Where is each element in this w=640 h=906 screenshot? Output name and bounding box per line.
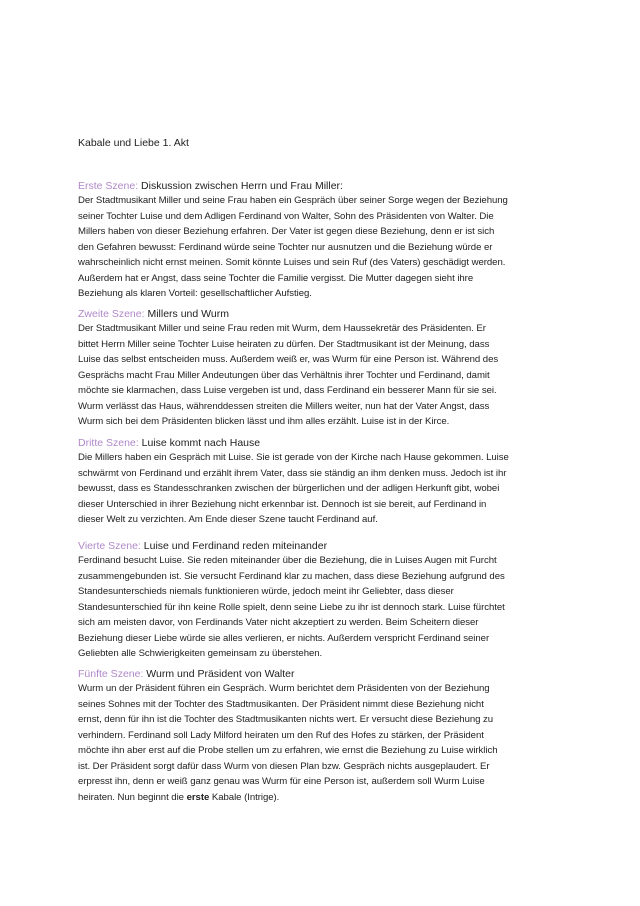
document-title: Kabale und Liebe 1. Akt — [78, 137, 189, 149]
scene-1-label: Erste Szene: — [78, 180, 139, 192]
scene-4-line: Geliebten alle Schwierigkeiten gemeinsam zu überstehen. — [78, 648, 323, 659]
scene-5-line: erpresst ihn, denn er weiß ganz genau was Wurm für eine Person ist, außerdem soll Wurm Luise — [78, 776, 485, 787]
scene-5-line: ernst, denn für ihn ist die Tochter des Stadtmusikanten nichts wert. Er versucht diese Beziehung zu — [78, 714, 494, 725]
scene-3-line: schwärmt von Ferdinand und erzählt ihrem Vater, dass sie ständig an ihm denken muss. Jedoch ist ihr — [78, 467, 507, 479]
scene-2-line: Luise das selbst entscheiden muss. Außerdem weiß er, was Wurm für eine Person ist. Während des — [78, 354, 499, 365]
scene-4-line: zusammengebunden ist. Sie versucht Ferdinand klar zu machen, dass diese Beziehung aufgrund des — [78, 570, 505, 582]
scene-4-title: Luise und Ferdinand reden miteinander — [140, 540, 328, 552]
scene-5-bold-word: erste — [186, 791, 210, 803]
scene-2-line: Gesprächs macht Frau Miller Andeutungen über das Verhältnis ihrer Tochter und Ferdinand, damit — [78, 369, 490, 381]
scene-5-label: Fünfte Szene: — [78, 668, 144, 680]
scene-4-line: Standesunterschieds niemals funktionieren würde, jedoch meint ihr Geliebter, dass dieser — [78, 586, 454, 597]
scene-5-line: Wurm un der Präsident führen ein Gespräch. Wurm berichtet dem Präsidenten von der Beziehung — [78, 683, 490, 694]
scene-1-section — [78, 179, 568, 302]
scene-4-label: Vierte Szene: — [78, 540, 141, 552]
scene-4-line: sich am meisten davor, von Ferdinands Vater nicht akzeptiert zu werden. Beim Scheitern dieser — [78, 617, 479, 628]
scene-2-line: möchte sie klarmachen, dass Luise vergeben ist und, dass Ferdinand ein besserer Mann für sie sei. — [78, 385, 497, 396]
scene-4-line: Standesunterschied für ihn keine Rolle spielt, denn seine Liebe zu ihr ist dennoch stark. Luise fürchtet — [78, 601, 505, 613]
scene-3-title: Luise kommt nach Hause — [138, 437, 261, 449]
scene-3-line: dieser Welt zu verzichten. Am Ende dieser Szene taucht Ferdinand auf. — [78, 514, 378, 525]
scene-3-line: dieser Unterschied in ihrer Beziehung nicht erkennbar ist. Dennoch ist sie bereit, auf Ferdinand in — [78, 498, 487, 510]
scene-5-last-line-suffix: Kabale (Intrige). — [209, 791, 280, 803]
scene-5-section — [78, 667, 568, 805]
scene-4-line: Ferdinand besucht Luise. Sie reden miteinander über die Beziehung, die in Luises Augen mit Furcht — [78, 555, 497, 566]
scene-5-line: ist. Der Präsident sorgt dafür dass Wurm von diesen Plan bzw. Gespräch nichts ausgeplaudert. Er — [78, 760, 490, 772]
scene-1-line: Millers haben von dieser Beziehung erfahren. Der Vater ist gegen diese Beziehung, denn er ist sich — [78, 226, 495, 237]
scene-1-line: den Gefahren bewusst: Ferdinand würde seine Tochter nur ausnutzen und die Beziehung würde er — [78, 241, 493, 253]
scene-4-section — [78, 539, 568, 662]
scene-3-line: Die Millers haben ein Gespräch mit Luise. Sie ist gerade von der Kirche nach Hause gekommen. Luise — [78, 452, 509, 463]
scene-3-section — [78, 436, 568, 528]
scene-2-line: Der Stadtmusikant Miller und seine Frau reden mit Wurm, dem Haussekretär des Präsidenten. Er — [78, 323, 486, 334]
scene-1-line: Beziehung als klaren Vorteil: gesellschaftlicher Aufstieg. — [78, 288, 312, 299]
scene-5-last-line — [78, 790, 568, 806]
scene-5-line: möchte ihn aber erst auf die Probe stellen um zu erfahren, wie ernst die Beziehung zu Luise wirklich — [78, 745, 498, 756]
scene-5-line: verhindern. Ferdinand soll Lady Milford heiraten um den Ruf des Hofes zu stärken, der Präsident — [78, 729, 484, 741]
scene-3-heading — [78, 436, 568, 450]
scene-2-line: Wurm verlässt das Haus, währenddessen streiten die Millers weiter, nun hat der Vater Angst, dass — [78, 400, 490, 412]
scene-5-line: seines Sohnes mit der Tochter des Stadtmusikanten. Der Präsident nimmt diese Beziehung nicht — [78, 698, 484, 710]
scene-2-label: Zweite Szene: — [78, 308, 145, 320]
scene-5-title: Wurm und Präsident von Walter — [143, 668, 295, 680]
scene-3-line: bewusst, dass es Standesschranken zwischen der bürgerlichen und der adligen Herkunft gibt, wobei — [78, 483, 500, 494]
scene-2-title: Millers und Wurm — [144, 308, 229, 320]
scene-1-title: Diskussion zwischen Herrn und Frau Miller: — [138, 180, 343, 192]
scene-5-heading — [78, 667, 568, 681]
scene-1-line: Der Stadtmusikant Miller und seine Frau haben ein Gespräch über seiner Sorge wegen der Beziehung — [78, 195, 508, 206]
scene-2-section — [78, 307, 568, 430]
scene-1-heading — [78, 179, 568, 193]
scene-5-last-line-prefix: heiraten. Nun beginnt die — [78, 791, 187, 803]
scene-1-line: wahrscheinlich nicht ernst meinen. Somit könnte Luises und sein Ruf (des Vaters) geschädigt werden. — [78, 257, 506, 268]
scene-4-line: Beziehung dieser Liebe würde sie alles verlieren, er nichts. Außerdem verspricht Ferdinand seiner — [78, 632, 490, 644]
scene-1-line: seiner Tochter Luise und dem Adligen Ferdinand von Walter, Sohn des Präsidenten von Walter. Die — [78, 210, 494, 222]
scene-1-line: Außerdem hat er Angst, dass seine Tochter die Familie vergisst. Die Mutter dagegen sieht ihre — [78, 272, 474, 284]
scene-3-label: Dritte Szene: — [78, 437, 139, 449]
scene-2-heading — [78, 307, 568, 321]
scene-2-line: bittet Herrn Miller seine Tochter Luise heiraten zu dürfen. Der Stadtmusikant ist der Meinung, dass — [78, 338, 490, 350]
scene-4-heading — [78, 539, 568, 553]
scene-2-line: Wurm sich bei dem Präsidenten blicken lässt und ihm alles erzählt. Luise ist in der Kirce. — [78, 416, 450, 427]
